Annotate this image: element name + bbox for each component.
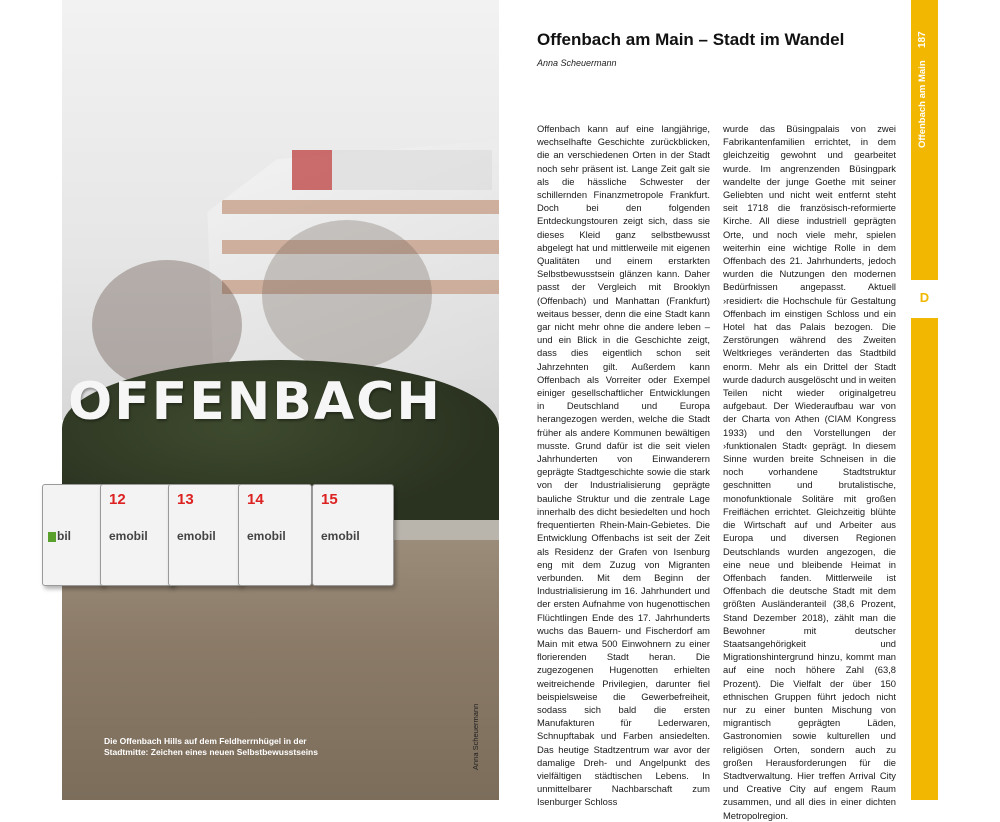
photo-roof-sign — [292, 150, 492, 190]
box-number: 12 — [109, 491, 126, 508]
section-letter: D — [919, 290, 930, 305]
photo-credit: Anna Scheuermann — [471, 703, 480, 770]
box-number: 13 — [177, 491, 194, 508]
page-number-right: 187 — [917, 31, 928, 48]
box-logo: emobil — [247, 529, 286, 543]
box-number: 15 — [321, 491, 338, 508]
photo-tree — [262, 220, 432, 370]
box-logo: bil — [47, 529, 71, 543]
charging-box — [238, 484, 312, 586]
box-logo: emobil — [321, 529, 360, 543]
photo-sign-letters: OFFENBACH — [68, 372, 442, 432]
article-title: Offenbach am Main – Stadt im Wandel — [537, 30, 845, 49]
article-author: Anna Scheuermann — [537, 58, 617, 68]
charging-box — [168, 484, 242, 586]
charging-box — [312, 484, 394, 586]
photo-caption: Die Offenbach Hills auf dem Feldherrnhügel in der Stadtmitte: Zeichen eines neuen Selbstbewusstseins — [104, 736, 318, 757]
charging-box — [100, 484, 174, 586]
left-margin — [0, 0, 62, 800]
box-logo: emobil — [177, 529, 216, 543]
article-column-1: Offenbach kann auf eine langjährige, wechselhafte Geschichte zurückblicken, die an verschiedenen Orten in der Stadt noch sehr präsent ist. Lange Zeit galt sie als die hässliche Schwester der schillernden Finanzmetropole Frankfurt. Doch bei den folgenden Entdeckungstouren zeigt sich, dass sie dieses Kleid ganz selbstbewusst abgelegt hat und mittlerweile mit eigenen Qualitäten und einem erstarkten Selbstbewusstsein glänzen kann. Daher passt der Vergleich mit Brooklyn (Offenbach) und Manhattan (Frankfurt) weitaus besser, denn die eine Stadt kann gar nicht mehr ohne die andere leben – und ein Blick in die Geschichte zeigt, dass dies eigentlich schon seit Jahrzehnten gilt. Außerdem kann Offenbach als Vorreiter oder Exempel einiger gesellschaftlicher Entwicklungen in Deutschland und Europa herangezogen werden, welche die Stadt früher als andere Kommunen bewältigen musste. Grund dafür ist die seit vielen Jahrhunderten von Einwanderern geprägte Stadtgeschichte sowie die stark von der Industrialisierung geprägte bauliche Struktur und die zentrale Lage innerhalb des dicht besiedelten und hoch frequentierten Rhein-Main-Gebietes. Die Entwicklung Offenbachs ist seit der Zeit als Residenz der Grafen von Isenburg eng mit dem Zuzug von Migranten verbunden. Mit dem Beginn der Industrialisierung im 16. Jahrhundert und der ersten Aufnahme von hugenottischen Flüchtlingen Ende des 17. Jahrhunderts wuchs das Bauern- und Fischerdorf am Main mit etwa 500 Einwohnern zu einer florierenden Stadt heran. Die zugezogenen Hugenotten erhielten weitreichende Privilegien, darunter fiel beispielsweise die Gewerbefreiheit, sodass sich bald die ersten Manufakturen für Lederwaren, Schnupftabak und Farben ansiedelten. Das heutige Stadtzentrum war avor der damalige Dreh- und Angelpunkt des vielfältigen städtischen Lebens. In unmittelbarer Nachbarschaft zum Isenburger Schloss — [537, 123, 710, 808]
box-logo: emobil — [109, 529, 148, 543]
chapter-title-vertical: Offenbach am Main — [917, 60, 928, 148]
box-number: 14 — [247, 491, 264, 508]
charging-box — [42, 484, 104, 586]
photo-offenbach-hills — [57, 0, 499, 800]
article-column-2: wurde das Büsingpalais von zwei Fabrikantenfamilien errichtet, in dem gleichzeitig gewohnt und gearbeitet wurde. Im angrenzenden Büsingpark wandelte der junge Goethe mit seiner Geliebten und nicht weit entfernt steht seit 1718 die französisch-reformierte Kirche. All diese industriell geprägten Orte, und noch viele mehr, spielen weiterhin eine wichtige Rolle in dem Offenbach des 21. Jahrhunderts, jedoch wurden die Nutzungen den modernen Bedürfnissen angepasst. Aktuell ›residiert‹ die Hochschule für Gestaltung Offenbach im einstigen Schloss und ein Hotel hat das Palais bezogen. Die Zerstörungen während des Zweiten Weltkrieges veränderten das Stadtbild enorm. Mehr als ein Drittel der Stadt wurde dadurch ausgelöscht und in weiten Teilen nicht wieder originalgetreu aufgebaut. Der Wiederaufbau war von der Charta von Athen (CIAM Kongress 1933) und den Vorstellungen der ›funktionalen Stadt‹ geprägt. In diesem Sinne wurden breite Schneisen in die noch vorhandene Stadtstruktur geschnitten und brutalistische, monofunktionale Solitäre mit großen Freiflächen errichtet. Gleichzeitig blühte die Wirtschaft auf und Arbeiter aus Europa und diversen Regionen Deutschlands wurden angezogen, die eine neue und bleibende Heimat in Offenbach fanden. Mittlerweile ist Offenbach die deutsche Stadt mit dem größten Ausländeranteil (38,6 Prozent, Stand Dezember 2018), zählt man die Bewohner mit deutscher Staatsangehörigkeit und Migrationshintergrund hinzu, kommt man auf eine noch höhere Zahl (63,8 Prozent). Die Vielfalt der über 150 ethnischen Gruppen führt jedoch nicht nur zu einer bunten Mischung von migrantisch geprägten Läden, Gastronomien sowie kulturellen und religiösen Orten, sondern auch zu großen Herausforderungen für die Stadtverwaltung. Hier treffen Arrival City und Creative City auf engem Raum zusammen, und all dies in einer dichten Metropolregion. — [723, 123, 896, 821]
